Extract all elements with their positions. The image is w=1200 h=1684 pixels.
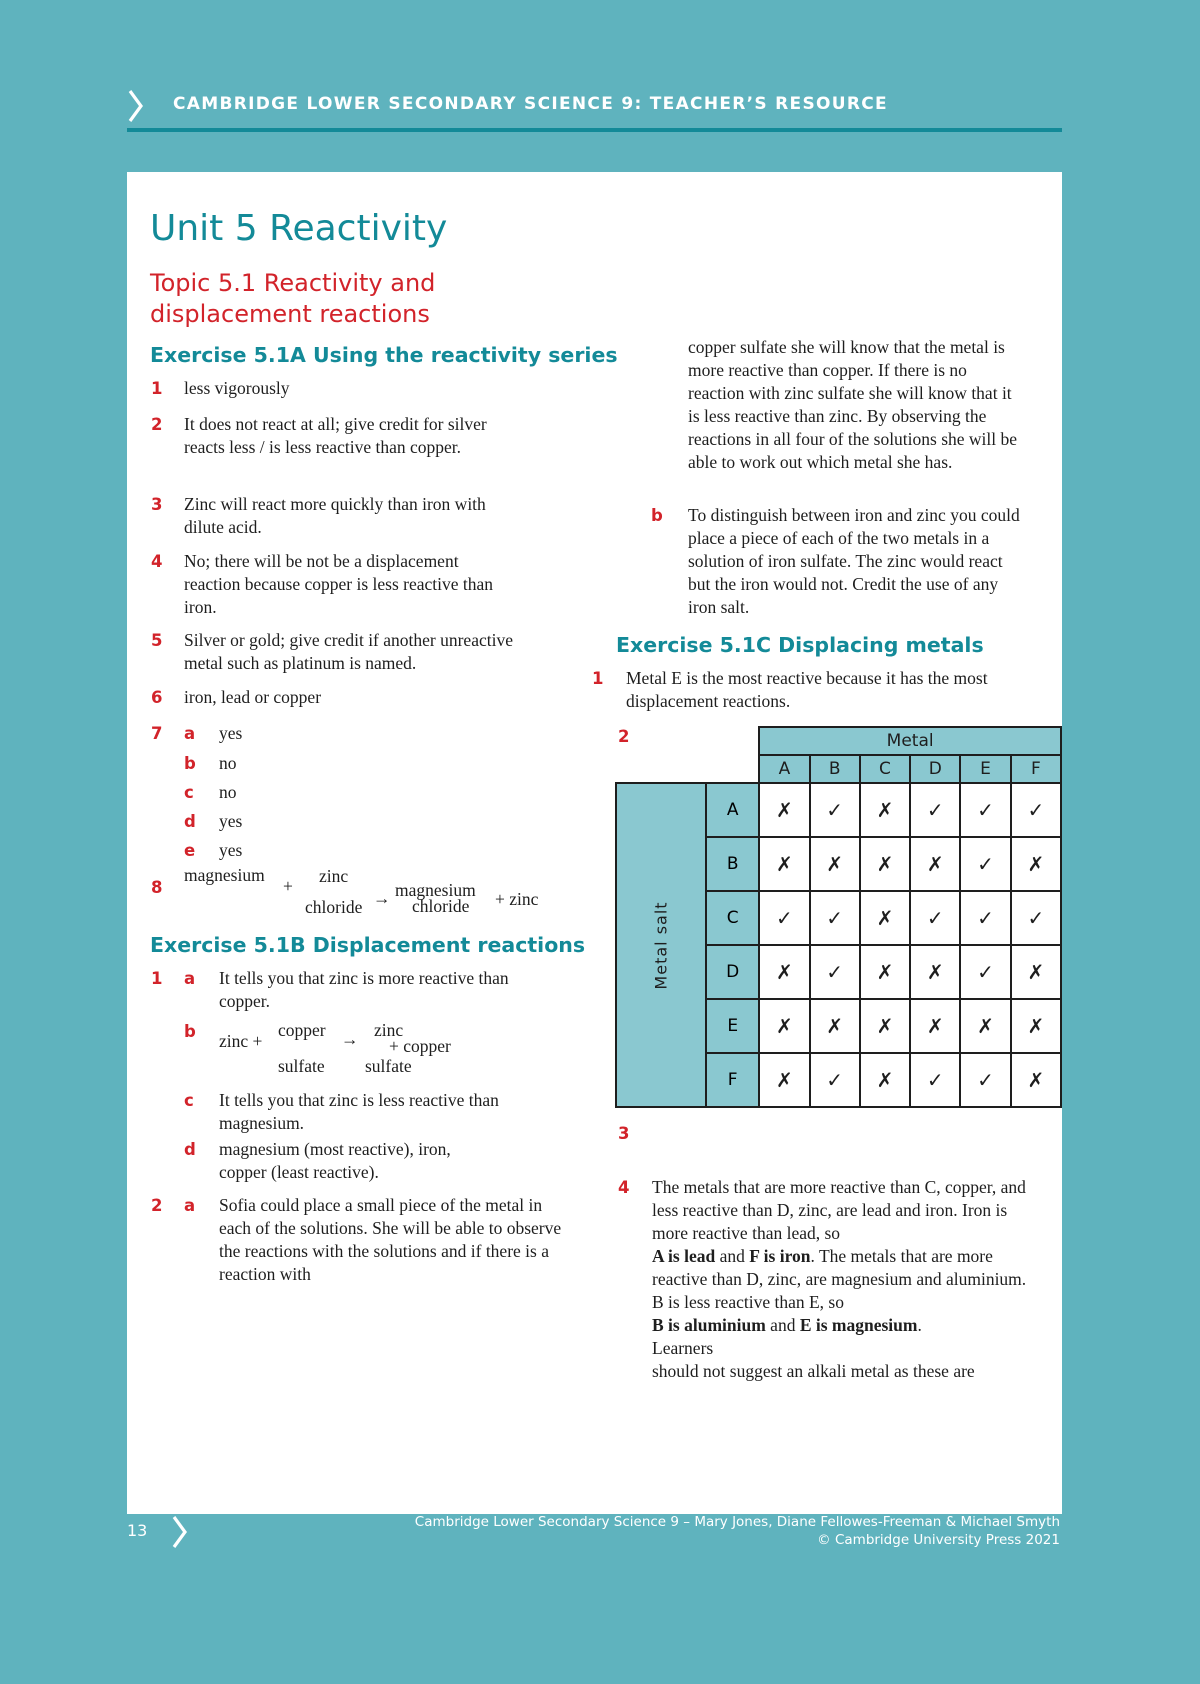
answer-text: Zinc will react more quickly than iron with dilute acid. [184, 494, 486, 537]
table-cell: ✓ [960, 1053, 1010, 1107]
header-title: CAMBRIDGE LOWER SECONDARY SCIENCE 9: TEACHER’S RESOURCE [173, 94, 888, 114]
question-number: 4 [151, 552, 163, 571]
table-column-header: B [810, 755, 860, 783]
equation-term: sulfate [365, 1056, 412, 1076]
table-cell: ✓ [1011, 891, 1061, 945]
table-cell: ✗ [1011, 999, 1061, 1053]
table-cell: ✗ [759, 945, 809, 999]
equation-term: zinc [319, 866, 349, 886]
question-number: 1 [151, 379, 163, 398]
question-number: 4 [618, 1178, 630, 1197]
sub-label: e [184, 841, 196, 860]
table-column-header: D [910, 755, 960, 783]
question-number: 8 [151, 878, 163, 897]
exercise-5-1a-title: Exercise 5.1A Using the reactivity series [150, 343, 618, 367]
table-cell: ✗ [810, 999, 860, 1053]
answer-text: Silver or gold; give credit if another unreactive metal such as platinum is named. [184, 630, 513, 673]
table-column-header: C [860, 755, 910, 783]
equation-term: + zinc [495, 889, 539, 909]
answer-text: It tells you that zinc is less reactive than magnesium. [219, 1090, 499, 1133]
answer-text-part: The metals that are more reactive than C, copper, and less reactive than D, zinc, are lead and iron. Iron is more reactive than lead, so [652, 1177, 1026, 1243]
table-row-header: B [706, 837, 759, 891]
equation-arrow: → [341, 1029, 359, 1049]
sub-label: d [184, 812, 196, 831]
answer-text-continued: copper sulfate she will know that the metal is more reactive than copper. If there is no reaction with zinc sulfate she will know that it is less reactive than zinc. By observing the reactions in all four of the solutions she will be able to work out which metal she has. [688, 337, 1018, 472]
table-row-header: C [706, 891, 759, 945]
answer-text-part: . [917, 1315, 922, 1335]
question-number: 2 [618, 727, 630, 746]
answer-text: no [219, 782, 237, 802]
page-header [127, 90, 1062, 132]
sub-label: a [184, 1196, 196, 1215]
unit-title: Unit 5 Reactivity [150, 208, 448, 249]
table-column-header: F [1011, 755, 1061, 783]
table-cell: ✗ [910, 837, 960, 891]
sub-label: d [184, 1140, 196, 1159]
page-number: 13 [127, 1521, 148, 1540]
question-number: 1 [151, 969, 163, 988]
question-number: 3 [618, 1124, 630, 1143]
table-cell: ✓ [960, 783, 1010, 837]
table-cell: ✓ [960, 891, 1010, 945]
table-metal-salt-label: Metal salt [651, 900, 671, 990]
sub-label: c [184, 1091, 194, 1110]
equation-plus: + [283, 876, 293, 896]
equation-term: zinc + [219, 1031, 263, 1051]
table-row-header: D [706, 945, 759, 999]
header-rule [127, 128, 1062, 132]
equation-term: zinc [374, 1020, 404, 1040]
table-row-header: E [706, 999, 759, 1053]
answer-highlight: B is aluminium [652, 1315, 766, 1335]
answer-highlight: E is magnesium [799, 1315, 918, 1335]
question-number: 3 [151, 495, 163, 514]
table-column-header: A [759, 755, 809, 783]
answer-text: yes [219, 840, 243, 860]
table-cell: ✓ [810, 1053, 860, 1107]
table-cell: ✗ [759, 999, 809, 1053]
equation-term: chloride [412, 896, 470, 916]
equation-term: + copper [389, 1036, 451, 1056]
equation-term: chloride [305, 897, 363, 917]
table-cell: ✗ [1011, 1053, 1061, 1107]
answer-text: It does not react at all; give credit for silver reacts less / is less reactive than copper. [184, 414, 487, 457]
table-cell: ✗ [860, 783, 910, 837]
footer-copyright: © Cambridge University Press 2021 [817, 1532, 1060, 1548]
table-row [616, 783, 1061, 837]
table-corner [616, 755, 759, 783]
footer-authors: Cambridge Lower Secondary Science 9 – Mary Jones, Diane Fellowes-Freeman & Michael Smyth [414, 1514, 1060, 1530]
table-cell: ✗ [860, 837, 910, 891]
table-row-header: A [706, 783, 759, 837]
exercise-5-1c-title: Exercise 5.1C Displacing metals [616, 633, 984, 657]
table-cell: ✗ [910, 945, 960, 999]
table-cell: ✗ [810, 837, 860, 891]
topic-title: Topic 5.1 Reactivity and displacement reactions [150, 269, 436, 328]
answer-text: no [219, 753, 237, 773]
answer-text: less vigorously [184, 378, 290, 398]
table-cell: ✗ [759, 783, 809, 837]
table-cell: ✓ [810, 945, 860, 999]
question-number: 2 [151, 1196, 163, 1215]
question-number: 6 [151, 688, 163, 707]
table-cell: ✗ [759, 1053, 809, 1107]
table-column-header: E [960, 755, 1010, 783]
answer-highlight: A is lead [652, 1246, 716, 1266]
equation-arrow: → [373, 888, 391, 908]
answer-text: It tells you that zinc is more reactive than copper. [219, 968, 509, 1011]
table-corner [616, 727, 759, 755]
table-cell: ✗ [960, 999, 1010, 1053]
table-cell: ✓ [1011, 783, 1061, 837]
table-cell: ✗ [860, 945, 910, 999]
page-content [127, 172, 1062, 1514]
table-cell: ✗ [860, 999, 910, 1053]
table-cell: ✓ [960, 945, 1010, 999]
answer-text-part: should not suggest an alkali metal as these are [652, 1361, 975, 1381]
answer-highlight: F is iron [749, 1246, 811, 1266]
answer-text: Sofia could place a small piece of the metal in each of the solutions. She will be able to observe the reactions with the solutions and if there is a reaction with [219, 1195, 562, 1284]
answer-text [652, 1176, 1037, 1383]
table-cell: ✗ [860, 891, 910, 945]
question-number: 5 [151, 631, 163, 650]
answer-text-part: Learners [652, 1338, 714, 1358]
table-cell: ✗ [759, 837, 809, 891]
sub-label: a [184, 969, 196, 988]
question-number: 2 [151, 415, 163, 434]
chevron-right-icon [171, 1514, 189, 1550]
table-cell: ✗ [910, 999, 960, 1053]
table-cell: ✗ [1011, 945, 1061, 999]
chevron-right-icon [127, 88, 145, 124]
question-number: 7 [151, 724, 163, 743]
table-metal-salt-header [616, 783, 706, 1107]
answer-text: iron, lead or copper [184, 687, 322, 707]
sub-label: b [184, 1022, 196, 1041]
table-cell: ✓ [759, 891, 809, 945]
table-row-header: F [706, 1053, 759, 1107]
table-cell: ✓ [810, 783, 860, 837]
equation-term: sulfate [278, 1056, 325, 1076]
footer-credit [415, 1513, 1060, 1549]
sub-label: a [184, 724, 196, 743]
equation-term: magnesium [184, 865, 265, 885]
table-cell: ✓ [960, 837, 1010, 891]
answer-text: No; there will be not be a displacement reaction because copper is less reactive than iron. [184, 551, 494, 617]
sub-label: b [184, 754, 196, 773]
answer-text: magnesium (most reactive), iron, copper (least reactive). [219, 1139, 451, 1182]
sub-label: c [184, 783, 194, 802]
answer-text: Metal E is the most reactive because it has the most displacement reactions. [626, 668, 988, 711]
answer-text: yes [219, 723, 243, 743]
answer-text-part: . The metals that are more reactive than D, zinc, are magnesium and aluminium. B is less reactive than E, so [652, 1246, 1027, 1312]
table-column-header-row [616, 755, 1061, 783]
answer-text-part: and [719, 1246, 745, 1266]
answer-text-part: and [770, 1315, 796, 1335]
table-cell: ✗ [1011, 837, 1061, 891]
table-metal-header: Metal [759, 727, 1061, 755]
equation-term: magnesium [395, 880, 476, 900]
exercise-5-1b-title: Exercise 5.1B Displacement reactions [150, 933, 586, 957]
question-number: 1 [592, 669, 604, 688]
table-cell: ✗ [860, 1053, 910, 1107]
equation-term: copper [278, 1020, 326, 1040]
answer-text: To distinguish between iron and zinc you could place a piece of each of the two metals in a solution of iron sulfate. The zinc would react but the iron would not. Credit the use of any iron salt. [688, 505, 1020, 617]
table-cell: ✓ [910, 1053, 960, 1107]
table-cell: ✓ [910, 783, 960, 837]
displacement-results-table [615, 726, 1062, 1108]
sub-label: b [651, 506, 663, 525]
answer-text: yes [219, 811, 243, 831]
table-cell: ✓ [910, 891, 960, 945]
table-cell: ✓ [810, 891, 860, 945]
